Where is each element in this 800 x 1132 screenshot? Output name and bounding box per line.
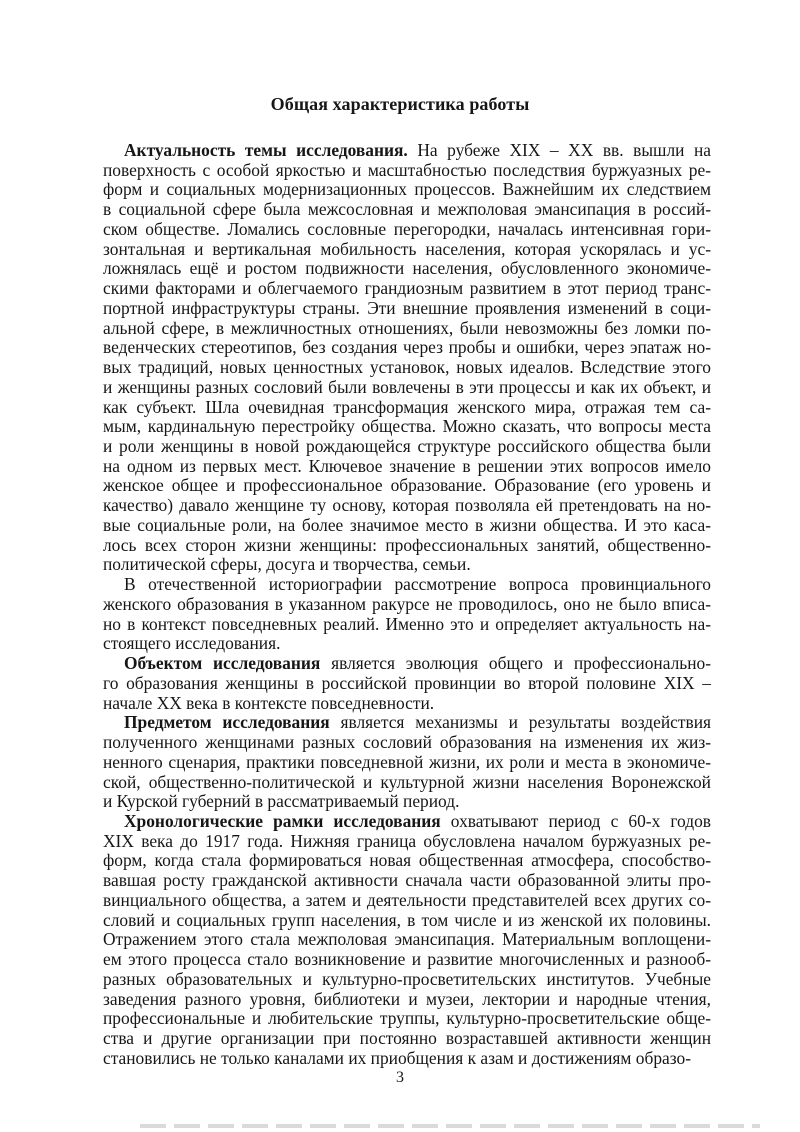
text-line	[103, 161, 711, 181]
bold-heading-term: Предметом исследования	[124, 712, 330, 733]
text-line	[103, 812, 711, 832]
line-text: и Курской губерний в рассматриваемый период.	[103, 791, 460, 812]
text-line	[103, 694, 711, 714]
line-text: как субъект. Шла очевидная трансформация женского мира, отражая тем са-	[103, 396, 711, 417]
bold-heading-term: Хронологические рамки исследования	[124, 810, 441, 831]
text-line	[103, 832, 711, 852]
text-line	[103, 141, 711, 161]
line-text: поверхность с особой яркостью и масштабностью последствия буржуазных ре-	[103, 159, 711, 180]
paragraph	[103, 654, 711, 713]
text-line	[103, 634, 711, 654]
line-text: женское общее и профессиональное образование. Образование (его уровень и	[103, 475, 711, 496]
text-line	[103, 240, 711, 260]
line-text: ской, общественно-политической и культурной жизни населения Воронежской	[103, 771, 711, 792]
line-text: форм, когда стала формироваться новая общественная атмосфера, способство-	[103, 850, 711, 871]
page-title: Общая характеристика работы	[270, 94, 530, 114]
text-line	[103, 773, 711, 793]
line-text: лось всех сторон жизни женщины: профессиональных занятий, общественно-	[103, 534, 711, 555]
text-line	[103, 299, 711, 319]
text-line	[103, 259, 711, 279]
line-text: является эволюция общего и профессионально-	[320, 653, 711, 674]
line-text: ненного сценария, практики повседневной жизни, их роли и места в экономиче-	[103, 751, 711, 772]
text-line	[103, 575, 711, 595]
text-line	[103, 200, 711, 220]
text-line	[103, 911, 711, 931]
text-line	[103, 792, 711, 812]
line-text: и роли женщины в новой рождающейся структуре российского общества были	[103, 436, 711, 457]
text-line	[103, 930, 711, 950]
line-text: На рубеже XIX – XX вв. вышли на	[407, 140, 712, 160]
text-line	[103, 950, 711, 970]
text-line	[103, 457, 711, 477]
text-line	[103, 319, 711, 339]
line-text: начале XX века в контексте повседневности.	[103, 692, 435, 713]
text-line	[103, 733, 711, 753]
line-text: словий и социальных групп населения, в том числе и из женской их половины.	[103, 909, 711, 930]
line-text: в социальной сфере была межсословная и межполовая эмансипация в россий-	[103, 199, 711, 220]
text-line	[103, 220, 711, 240]
text-line	[103, 595, 711, 615]
line-text: ства и другие организации при постоянно возраставшей активности женщин	[103, 1028, 711, 1049]
line-text: портной инфраструктуры страны. Эти внешние проявления изменений в соци-	[103, 297, 711, 318]
line-text: XIX века до 1917 года. Нижняя граница обусловлена началом буржуазных ре-	[103, 830, 711, 851]
paragraph	[103, 713, 711, 812]
line-text: вых традиций, новых ценностных установок, новых идеалов. Вследствие этого	[103, 357, 711, 378]
text-line	[103, 1009, 711, 1029]
text-line	[103, 180, 711, 200]
paragraph	[103, 575, 711, 654]
line-text: качество) давало женщине ту основу, которая позволяла ей претендовать на но-	[103, 495, 711, 516]
line-text: охватывают период с 60-х годов	[440, 810, 711, 831]
line-text: женского образования в указанном ракурсе не проводилось, оно не было вписа-	[103, 593, 711, 614]
line-text: вавшая росту гражданской активности сначала части образованной элиты про-	[103, 870, 711, 891]
page-number: 3	[396, 1069, 404, 1086]
scan-artifact	[140, 1124, 760, 1128]
line-text: становились не только каналами их приобщения к азам и достижениям образо-	[103, 1047, 691, 1068]
line-text: го образования женщины в российской провинции во второй половине XIX –	[103, 672, 711, 693]
text-line	[103, 871, 711, 891]
paragraph	[103, 812, 711, 1069]
line-text: скими факторами и облегчаемого грандиозным развитием в этот период транс-	[103, 278, 711, 299]
line-text: разных образовательных и культурно-просветительских институтов. Учебные	[103, 968, 711, 989]
text-line	[103, 970, 711, 990]
line-text: В отечественной историографии рассмотрение вопроса провинциального	[124, 574, 711, 595]
text-line	[103, 713, 711, 733]
line-text: ем этого процесса стало возникновение и развитие многочисленных и разнооб-	[103, 949, 711, 970]
line-text: форм и социальных модернизационных процессов. Важнейшим их следствием	[103, 179, 711, 200]
text-line	[103, 338, 711, 358]
line-text: является механизмы и результаты воздействия	[329, 712, 712, 733]
text-line	[103, 851, 711, 871]
text-line	[103, 891, 711, 911]
line-text: и женщины разных сословий были вовлечены в эти процессы и как их объект, и	[103, 376, 711, 397]
text-line	[103, 990, 711, 1010]
text-line	[103, 437, 711, 457]
text-line	[103, 1049, 711, 1069]
line-text: вые социальные роли, на более значимое место в жизни общества. И это каса-	[103, 514, 711, 535]
text-line	[103, 1029, 711, 1049]
text-line	[103, 496, 711, 516]
bold-heading-term: Объектом исследования	[124, 653, 321, 674]
text-line	[103, 398, 711, 418]
body-text	[103, 141, 711, 1069]
text-line	[103, 378, 711, 398]
line-text: Отражением этого стала межполовая эмансипация. Материальным воплощени-	[103, 929, 711, 950]
line-text: ском обществе. Ломались сословные перегородки, началась интенсивная гори-	[103, 218, 711, 239]
text-line	[103, 417, 711, 437]
line-text: мым, кардинальную перестройку общества. Можно сказать, что вопросы места	[103, 416, 711, 437]
text-line	[103, 536, 711, 556]
text-line	[103, 654, 711, 674]
text-line	[103, 615, 711, 635]
line-text: зонтальная и вертикальная мобильность населения, которая ускорялась и ус-	[103, 238, 711, 259]
line-text: веденческих стереотипов, без создания через пробы и ошибки, через эпатаж но-	[103, 337, 711, 358]
line-text: стоящего исследования.	[103, 633, 281, 654]
line-text: винциального общества, а затем и деятельности представителей всех других со-	[103, 889, 711, 910]
line-text: профессиональные и любительские труппы, культурно-просветительские обще-	[103, 1008, 711, 1029]
bold-heading-term: Актуальность темы исследования.	[124, 140, 408, 160]
text-line	[103, 476, 711, 496]
line-text: альной сфере, в межличностных отношениях, были невозможны без ломки по-	[103, 317, 711, 338]
text-line	[103, 358, 711, 378]
line-text: ложнялась ещё и ростом подвижности населения, обусловленного экономиче-	[103, 258, 711, 279]
line-text: но в контекст повседневных реалий. Именно это и определяет актуальность на-	[103, 613, 711, 634]
text-line	[103, 674, 711, 694]
text-line	[103, 555, 711, 575]
text-line	[103, 753, 711, 773]
line-text: на одном из первых мест. Ключевое значение в решении этих вопросов имело	[103, 455, 711, 476]
line-text: политической сферы, досуга и творчества, семьи.	[103, 554, 471, 575]
line-text: полученного женщинами разных сословий образования на изменения их жиз-	[103, 732, 711, 753]
text-line	[103, 279, 711, 299]
line-text: заведения разного уровня, библиотеки и музеи, лектории и народные чтения,	[103, 988, 711, 1009]
text-line	[103, 516, 711, 536]
paragraph	[103, 141, 711, 575]
